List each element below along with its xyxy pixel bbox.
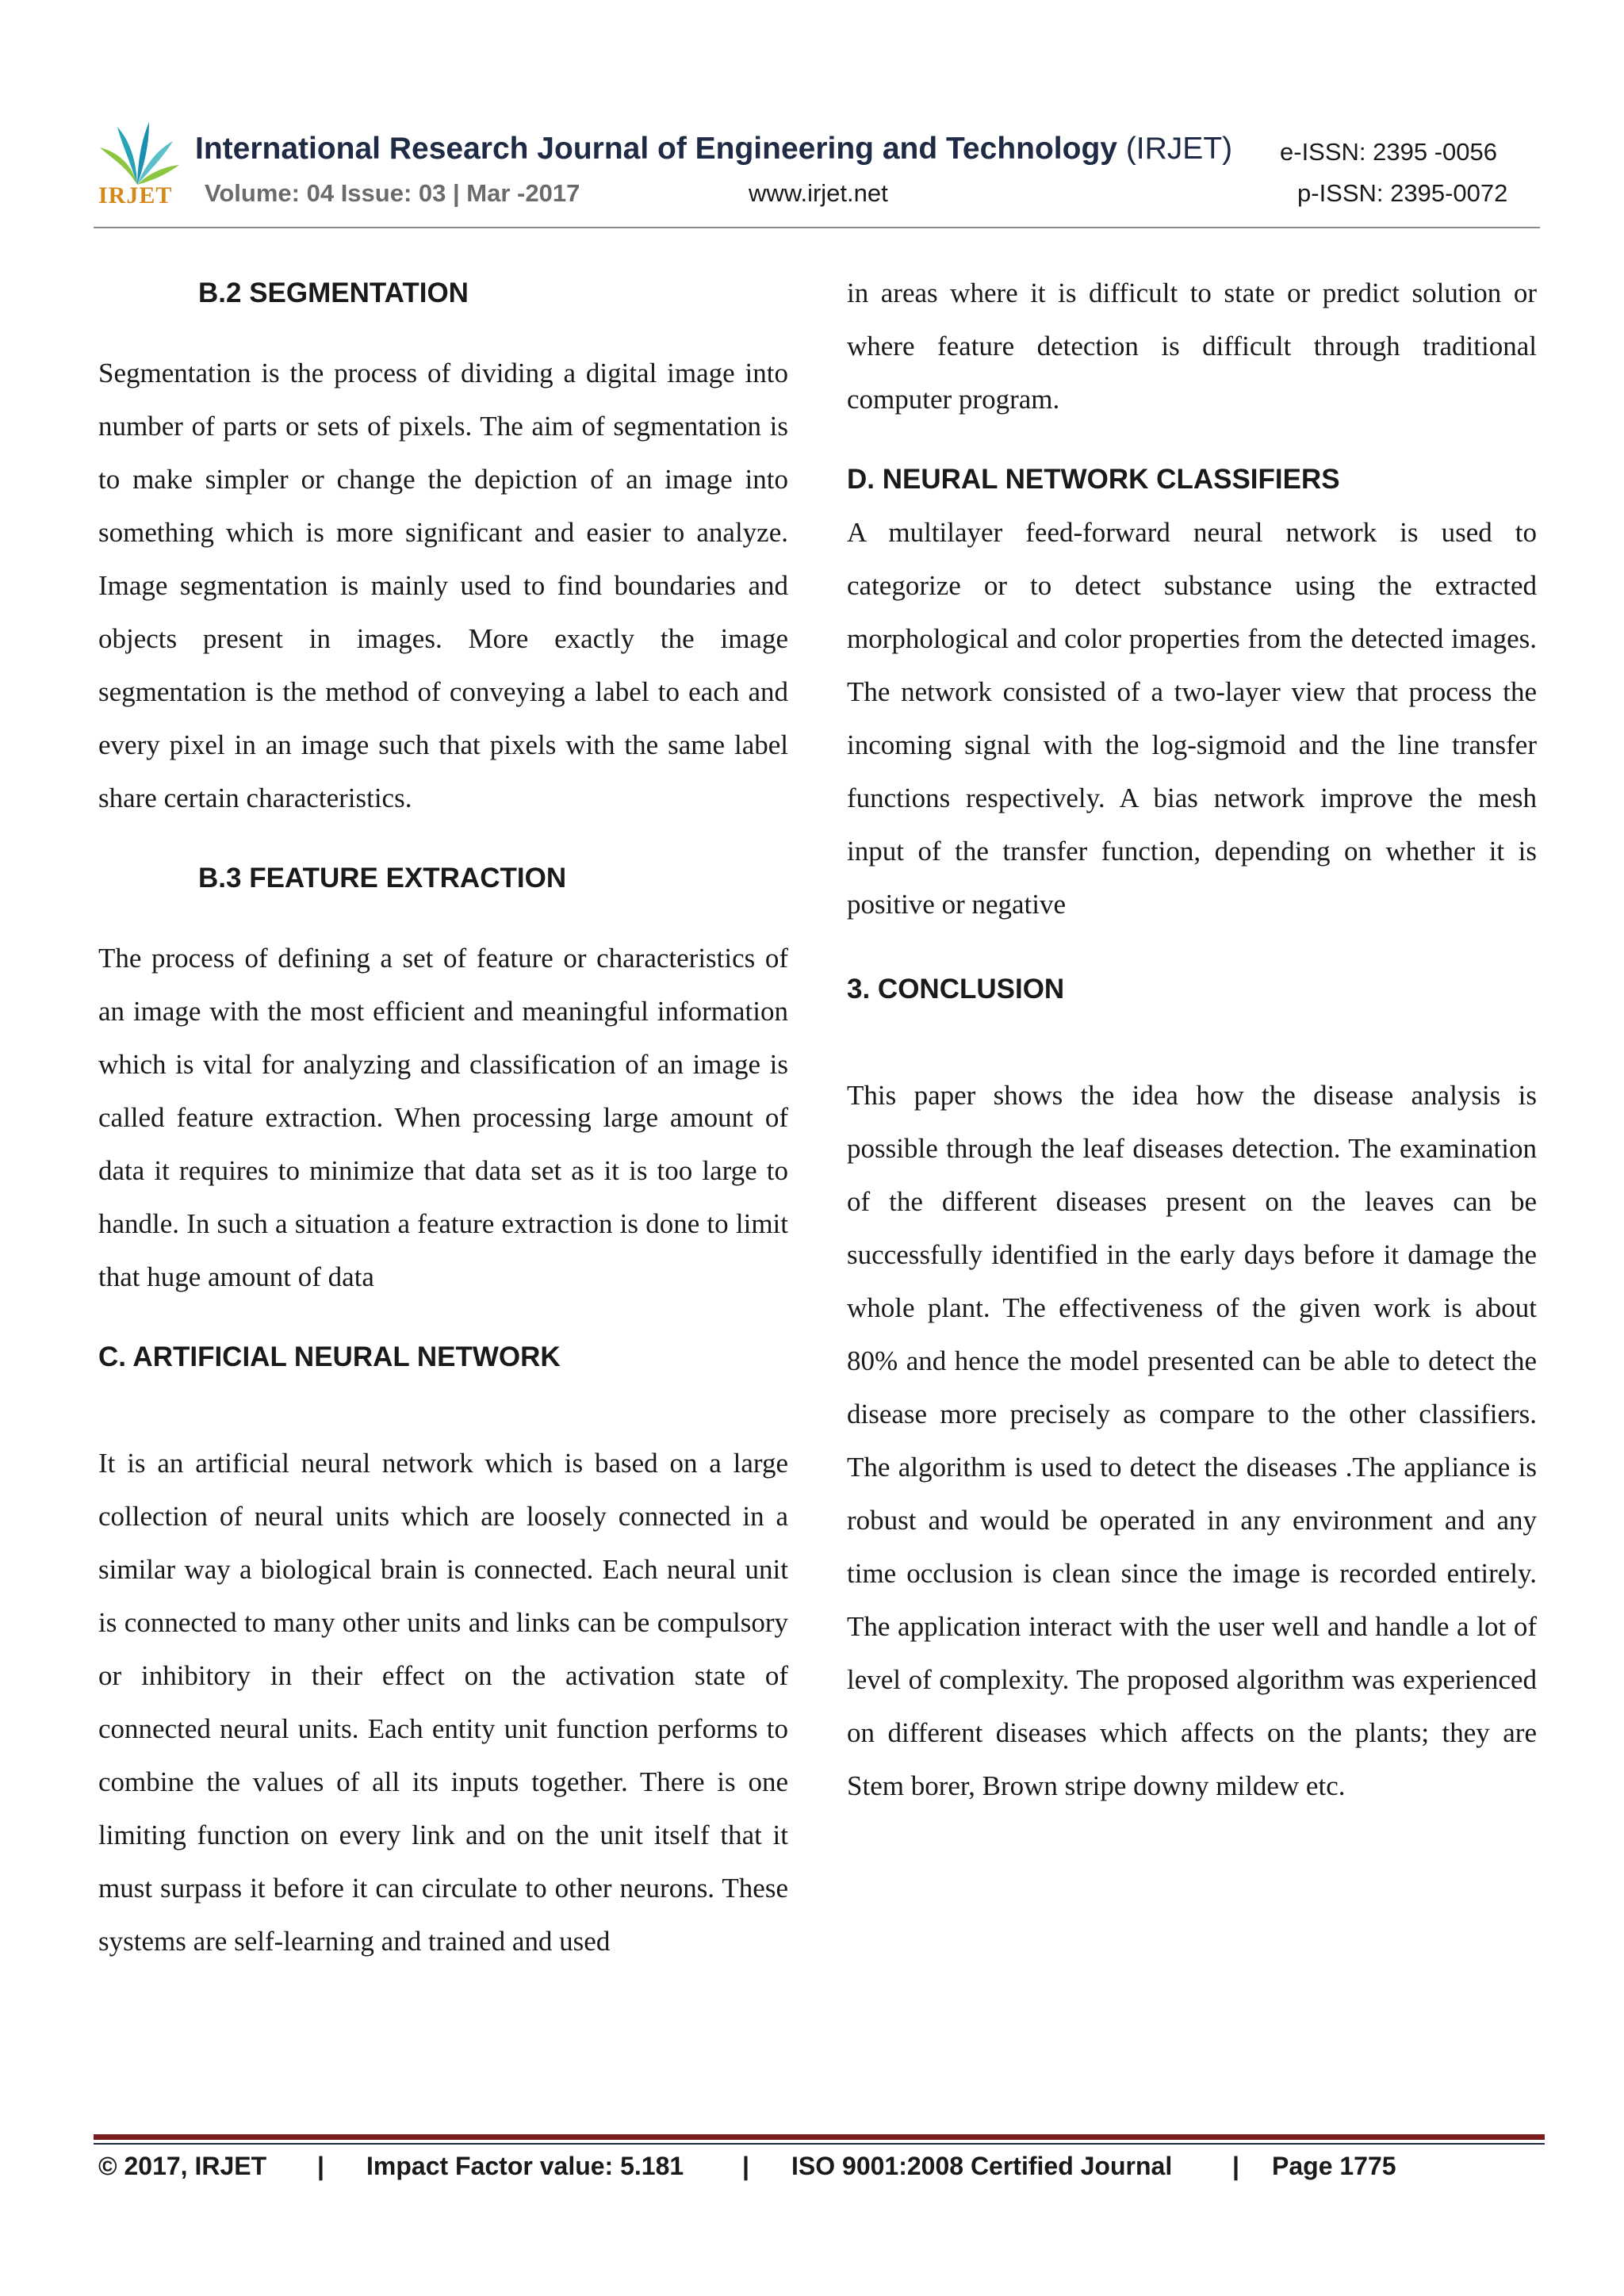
footer-separator: | bbox=[1232, 2152, 1239, 2180]
section-heading-nn-classifiers: D. NEURAL NETWORK CLASSIFIERS bbox=[847, 464, 1340, 495]
footer-separator: | bbox=[742, 2152, 749, 2180]
right-column bbox=[847, 266, 1537, 1812]
section-heading-feature-extraction: B.3 FEATURE EXTRACTION bbox=[198, 863, 567, 894]
footer-copyright: © 2017, IRJET bbox=[98, 2152, 267, 2180]
paragraph-nn-classifiers: A multilayer feed-forward neural network is used to categorize or to detect substance using the extracted morphological and color properties from the detected images. The network consisted of a two-layer view that process the incoming signal with the log-sigmoid and the line transfer functions respectively. A bias network improve the mesh input of the transfer function, depending on whether it is positive or negative bbox=[847, 517, 1537, 920]
p-issn: p-ISSN: 2395-0072 bbox=[1297, 179, 1508, 207]
left-column bbox=[98, 266, 788, 1968]
e-issn: e-ISSN: 2395 -0056 bbox=[1280, 138, 1498, 166]
page-header bbox=[0, 0, 1624, 238]
paragraph-conclusion: This paper shows the idea how the disease analysis is possible through the leaf diseases detection. The examination of the different diseases present on the leaves can be successfully identified in the early days before it damage the whole plant. The effectiveness of the given work is about 80% and hence the model presented can be able to detect the disease more precisely as compare to the other classifiers. The algorithm is used to detect the diseases .The appliance is robust and would be operated in any environment and any time occlusion is clean since the image is recorded entirely. The application interact with the user well and handle a lot of level of complexity. The proposed algorithm was experienced on different diseases which affects on the plants; they are Stem borer, Brown stripe downy mildew etc. bbox=[847, 1080, 1537, 1801]
paragraph-ann: It is an artificial neural network which is based on a large collection of neural units which are loosely connected in a similar way a biological brain is connected. Each neural unit is connected to many other units and links can be compulsory or inhibitory in their effect on the activation state of connected neural units. Each entity unit function performs to combine the values of all its inputs together. There is one limiting function on every link and on the unit itself that it must surpass it before it can circulate to other neurons. These systems are self-learning and trained and used bbox=[98, 1448, 788, 1957]
footer-divider-thin bbox=[94, 2143, 1545, 2145]
section-heading-conclusion: 3. CONCLUSION bbox=[847, 974, 1065, 1004]
footer-separator: | bbox=[317, 2152, 324, 2180]
section-heading-ann: C. ARTIFICIAL NEURAL NETWORK bbox=[98, 1341, 561, 1372]
journal-title bbox=[195, 132, 1232, 166]
footer-iso: ISO 9001:2008 Certified Journal bbox=[791, 2152, 1173, 2180]
paragraph-feature-extraction: The process of defining a set of feature or characteristics of an image with the most efficient and meaningful information which is vital for analyzing and classification of an image is called feature extraction. When processing large amount of data it requires to minimize that data set as it is too large to handle. In such a situation a feature extraction is done to limit that huge amount of data bbox=[98, 943, 788, 1292]
section-heading-segmentation: B.2 SEGMENTATION bbox=[198, 277, 469, 308]
footer-impact-factor: Impact Factor value: 5.181 bbox=[366, 2152, 684, 2180]
volume-issue: Volume: 04 Issue: 03 | Mar -2017 bbox=[205, 179, 580, 207]
paragraph-ann-continued: in areas where it is difficult to state or predict solution or where feature detection is difficult through traditional computer program. bbox=[847, 277, 1537, 415]
page-footer bbox=[94, 2152, 1545, 2191]
header-divider bbox=[94, 227, 1540, 228]
footer-page-number: Page 1775 bbox=[1272, 2152, 1396, 2180]
journal-abbreviation: (IRJET) bbox=[1125, 132, 1233, 166]
footer-divider-thick bbox=[94, 2134, 1545, 2140]
journal-website-link[interactable]: www.irjet.net bbox=[749, 179, 888, 207]
journal-name: International Research Journal of Engineering and Technology bbox=[195, 132, 1117, 166]
logo-text: IRJET bbox=[98, 182, 173, 209]
paragraph-segmentation: Segmentation is the process of dividing a digital image into number of parts or sets of pixels. The aim of segmentation is to make simpler or change the depiction of an image into something which is more significant and easier to analyze. Image segmentation is mainly used to find boundaries and objects present in images. More exactly the image segmentation is the method of conveying a label to each and every pixel in an image such that pixels with the same label share certain characteristics. bbox=[98, 358, 788, 813]
